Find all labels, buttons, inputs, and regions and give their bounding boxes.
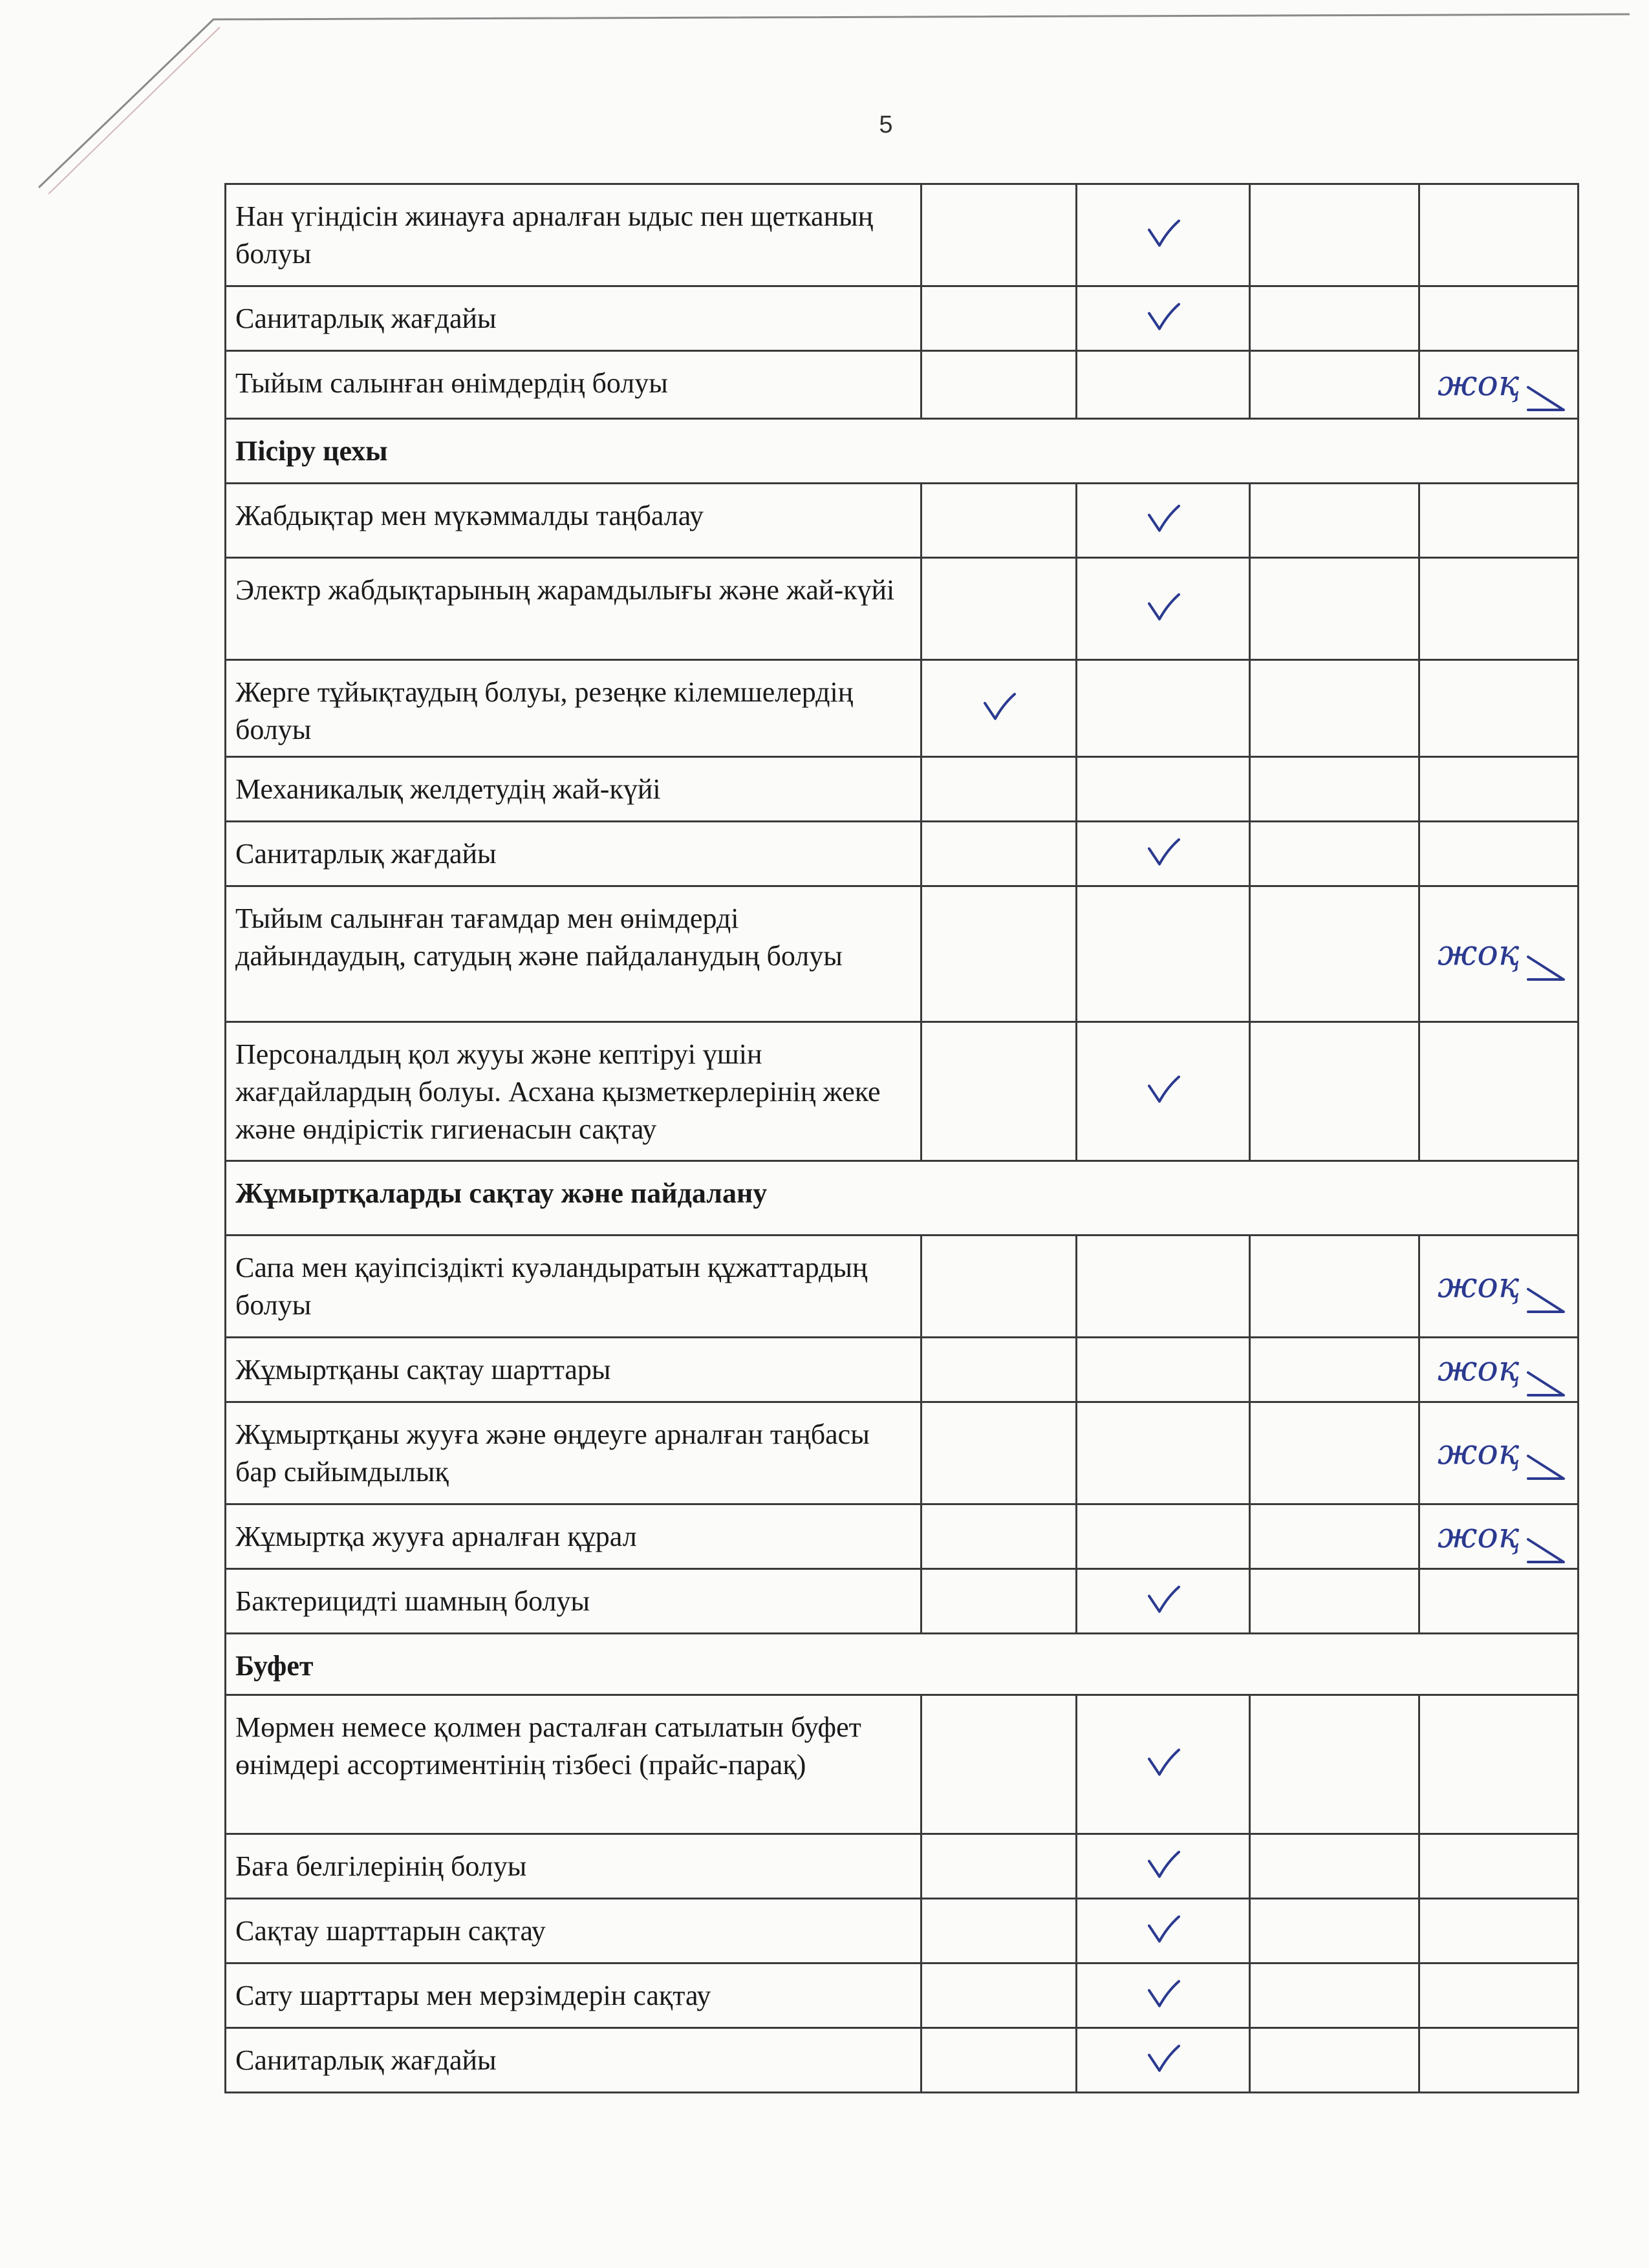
- assessment-cell-1: [921, 2028, 1077, 2093]
- assessment-cell-3: [1250, 351, 1419, 419]
- assessment-cell-4: [1419, 1569, 1579, 1634]
- assessment-cell-3: [1250, 1022, 1419, 1161]
- handwritten-check-icon: [1145, 1849, 1181, 1880]
- section-header-row: [226, 1634, 1579, 1695]
- assessment-cell-1: [921, 1695, 1077, 1834]
- checklist-row: [226, 1963, 1579, 2028]
- handwritten-note-icon: [1431, 1514, 1573, 1565]
- requirement-text: Санитарлық жағдайы: [226, 286, 921, 351]
- checklist-row: [226, 1569, 1579, 1634]
- svg-text:жоқ: жоқ: [1438, 1431, 1520, 1472]
- assessment-cell-1: [921, 351, 1077, 419]
- assessment-cell-3: [1250, 286, 1419, 351]
- handwritten-note-icon: [1431, 1347, 1573, 1398]
- assessment-cell-4: [1419, 484, 1579, 558]
- assessment-cell-2: [1077, 184, 1250, 286]
- handwritten-check-icon: [1145, 1914, 1181, 1945]
- checklist-row: [226, 757, 1579, 822]
- assessment-cell-4: [1419, 1402, 1579, 1504]
- checklist-row: [226, 660, 1579, 757]
- assessment-cell-2: [1077, 1338, 1250, 1402]
- handwritten-note-icon: [1431, 931, 1573, 983]
- assessment-cell-4: [1419, 1834, 1579, 1899]
- checklist-row: [226, 1504, 1579, 1569]
- assessment-cell-3: [1250, 1899, 1419, 1963]
- handwritten-check-icon: [1145, 1748, 1181, 1779]
- assessment-cell-3: [1250, 2028, 1419, 2093]
- section-title: Буфет: [226, 1634, 1579, 1695]
- assessment-cell-4: [1419, 660, 1579, 757]
- requirement-text: Механикалық желдетудің жай-күйі: [226, 757, 921, 822]
- assessment-cell-2: [1077, 1022, 1250, 1161]
- handwritten-note-icon: [1431, 1263, 1573, 1315]
- assessment-cell-2: [1077, 1963, 1250, 2028]
- assessment-cell-2: [1077, 1834, 1250, 1899]
- assessment-cell-4: [1419, 1504, 1579, 1569]
- checklist-row: [226, 1695, 1579, 1834]
- svg-text:жоқ: жоқ: [1438, 1347, 1520, 1389]
- assessment-cell-3: [1250, 184, 1419, 286]
- assessment-cell-1: [921, 558, 1077, 660]
- assessment-cell-3: [1250, 660, 1419, 757]
- assessment-cell-4: [1419, 886, 1579, 1022]
- assessment-cell-1: [921, 1569, 1077, 1634]
- assessment-cell-2: [1077, 2028, 1250, 2093]
- requirement-text: Жұмыртқа жууға арналған құрал: [226, 1504, 921, 1569]
- assessment-cell-3: [1250, 1569, 1419, 1634]
- handwritten-check-icon: [1145, 1075, 1181, 1106]
- handwritten-check-icon: [1145, 301, 1181, 332]
- assessment-cell-2: [1077, 484, 1250, 558]
- assessment-cell-2: [1077, 660, 1250, 757]
- checklist-row: [226, 1022, 1579, 1161]
- checklist-row: [226, 286, 1579, 351]
- assessment-cell-1: [921, 757, 1077, 822]
- requirement-text: Жұмыртқаны жууға және өңдеуге арналған таңбасы бар сыйымдылық: [226, 1402, 921, 1504]
- assessment-cell-2: [1077, 1899, 1250, 1963]
- requirement-text: Сапа мен қауіпсіздікті куәландыратын құжаттардың болуы: [226, 1236, 921, 1338]
- assessment-cell-2: [1077, 558, 1250, 660]
- handwritten-note-icon: [1431, 361, 1573, 413]
- requirement-text: Баға белгілерінің болуы: [226, 1834, 921, 1899]
- assessment-cell-2: [1077, 1402, 1250, 1504]
- assessment-cell-3: [1250, 1695, 1419, 1834]
- assessment-cell-1: [921, 1963, 1077, 2028]
- section-title: Пісіру цехы: [226, 419, 1579, 484]
- requirement-text: Санитарлық жағдайы: [226, 2028, 921, 2093]
- handwritten-note-icon: [1431, 1430, 1573, 1482]
- checklist-row: [226, 1899, 1579, 1963]
- assessment-cell-1: [921, 184, 1077, 286]
- assessment-cell-4: [1419, 351, 1579, 419]
- svg-text:жоқ: жоқ: [1438, 363, 1520, 403]
- assessment-cell-4: [1419, 1236, 1579, 1338]
- assessment-cell-4: [1419, 1899, 1579, 1963]
- requirement-text: Сақтау шарттарын сақтау: [226, 1899, 921, 1963]
- checklist-row: [226, 1834, 1579, 1899]
- requirement-text: Мөрмен немесе қолмен расталған сатылатын буфет өнімдері ассортиментінің тізбесі (прайс-парақ): [226, 1695, 921, 1834]
- checklist-row: [226, 558, 1579, 660]
- handwritten-check-icon: [981, 691, 1017, 722]
- requirement-text: Тыйым салынған тағамдар мен өнімдерді дайындаудың, сатудың және пайдаланудың болуы: [226, 886, 921, 1022]
- handwritten-check-icon: [1145, 504, 1181, 535]
- assessment-cell-2: [1077, 1569, 1250, 1634]
- section-header-row: [226, 1161, 1579, 1236]
- assessment-cell-3: [1250, 886, 1419, 1022]
- assessment-cell-2: [1077, 1504, 1250, 1569]
- assessment-cell-1: [921, 1338, 1077, 1402]
- svg-text:жоқ: жоқ: [1438, 1514, 1520, 1556]
- assessment-cell-4: [1419, 558, 1579, 660]
- assessment-cell-2: [1077, 822, 1250, 886]
- assessment-cell-4: [1419, 1695, 1579, 1834]
- assessment-cell-1: [921, 484, 1077, 558]
- assessment-cell-1: [921, 822, 1077, 886]
- assessment-cell-3: [1250, 1834, 1419, 1899]
- requirement-text: Жабдықтар мен мүкәммалды таңбалау: [226, 484, 921, 558]
- requirement-text: Нан үгіндісін жинауға арналған ыдыс пен щетканың болуы: [226, 184, 921, 286]
- page-number: 5: [879, 111, 893, 138]
- handwritten-check-icon: [1145, 218, 1181, 249]
- assessment-cell-4: [1419, 286, 1579, 351]
- assessment-cell-3: [1250, 1504, 1419, 1569]
- assessment-cell-1: [921, 1402, 1077, 1504]
- assessment-cell-4: [1419, 822, 1579, 886]
- handwritten-check-icon: [1145, 2043, 1181, 2074]
- requirement-text: Персоналдың қол жууы және кептіруі үшін жағдайлардың болуы. Асхана қызметкерлерінің жеке және өндірістік гигиенасын сақтау: [226, 1022, 921, 1161]
- checklist-row: [226, 2028, 1579, 2093]
- assessment-cell-3: [1250, 757, 1419, 822]
- assessment-cell-2: [1077, 351, 1250, 419]
- assessment-cell-3: [1250, 558, 1419, 660]
- checklist-row: [226, 822, 1579, 886]
- assessment-cell-3: [1250, 1963, 1419, 2028]
- requirement-text: Жерге тұйықтаудың болуы, резеңке кілемшелердің болуы: [226, 660, 921, 757]
- assessment-cell-1: [921, 1899, 1077, 1963]
- svg-text:жоқ: жоқ: [1438, 1264, 1520, 1305]
- requirement-text: Санитарлық жағдайы: [226, 822, 921, 886]
- assessment-cell-4: [1419, 184, 1579, 286]
- assessment-cell-2: [1077, 1236, 1250, 1338]
- checklist-row: [226, 1402, 1579, 1504]
- assessment-cell-4: [1419, 2028, 1579, 2093]
- checklist-row: [226, 1236, 1579, 1338]
- checklist-table: [224, 183, 1579, 2093]
- assessment-cell-1: [921, 660, 1077, 757]
- assessment-cell-3: [1250, 1338, 1419, 1402]
- requirement-text: Жұмыртқаны сақтау шарттары: [226, 1338, 921, 1402]
- requirement-text: Электр жабдықтарының жарамдылығы және жай-күйі: [226, 558, 921, 660]
- assessment-cell-1: [921, 1504, 1077, 1569]
- section-title: Жұмыртқаларды сақтау және пайдалану: [226, 1161, 1579, 1236]
- assessment-cell-1: [921, 286, 1077, 351]
- requirement-text: Бактерицидті шамның болуы: [226, 1569, 921, 1634]
- assessment-cell-1: [921, 1022, 1077, 1161]
- svg-text:жоқ: жоқ: [1438, 932, 1520, 973]
- assessment-cell-4: [1419, 1963, 1579, 2028]
- assessment-cell-4: [1419, 757, 1579, 822]
- handwritten-check-icon: [1145, 837, 1181, 868]
- checklist-row: [226, 1338, 1579, 1402]
- assessment-cell-3: [1250, 1402, 1419, 1504]
- assessment-cell-2: [1077, 886, 1250, 1022]
- assessment-cell-1: [921, 1236, 1077, 1338]
- handwritten-check-icon: [1145, 1584, 1181, 1615]
- assessment-cell-1: [921, 1834, 1077, 1899]
- assessment-cell-2: [1077, 757, 1250, 822]
- assessment-cell-3: [1250, 822, 1419, 886]
- requirement-text: Сату шарттары мен мерзімдерін сақтау: [226, 1963, 921, 2028]
- assessment-cell-4: [1419, 1338, 1579, 1402]
- assessment-cell-2: [1077, 1695, 1250, 1834]
- requirement-text: Тыйым салынған өнімдердің болуы: [226, 351, 921, 419]
- checklist-row: [226, 886, 1579, 1022]
- assessment-cell-2: [1077, 286, 1250, 351]
- assessment-cell-3: [1250, 484, 1419, 558]
- handwritten-check-icon: [1145, 592, 1181, 623]
- section-header-row: [226, 419, 1579, 484]
- checklist-row: [226, 351, 1579, 419]
- assessment-cell-4: [1419, 1022, 1579, 1161]
- assessment-cell-3: [1250, 1236, 1419, 1338]
- checklist-row: [226, 484, 1579, 558]
- assessment-cell-1: [921, 886, 1077, 1022]
- handwritten-check-icon: [1145, 1978, 1181, 2009]
- checklist-row: [226, 184, 1579, 286]
